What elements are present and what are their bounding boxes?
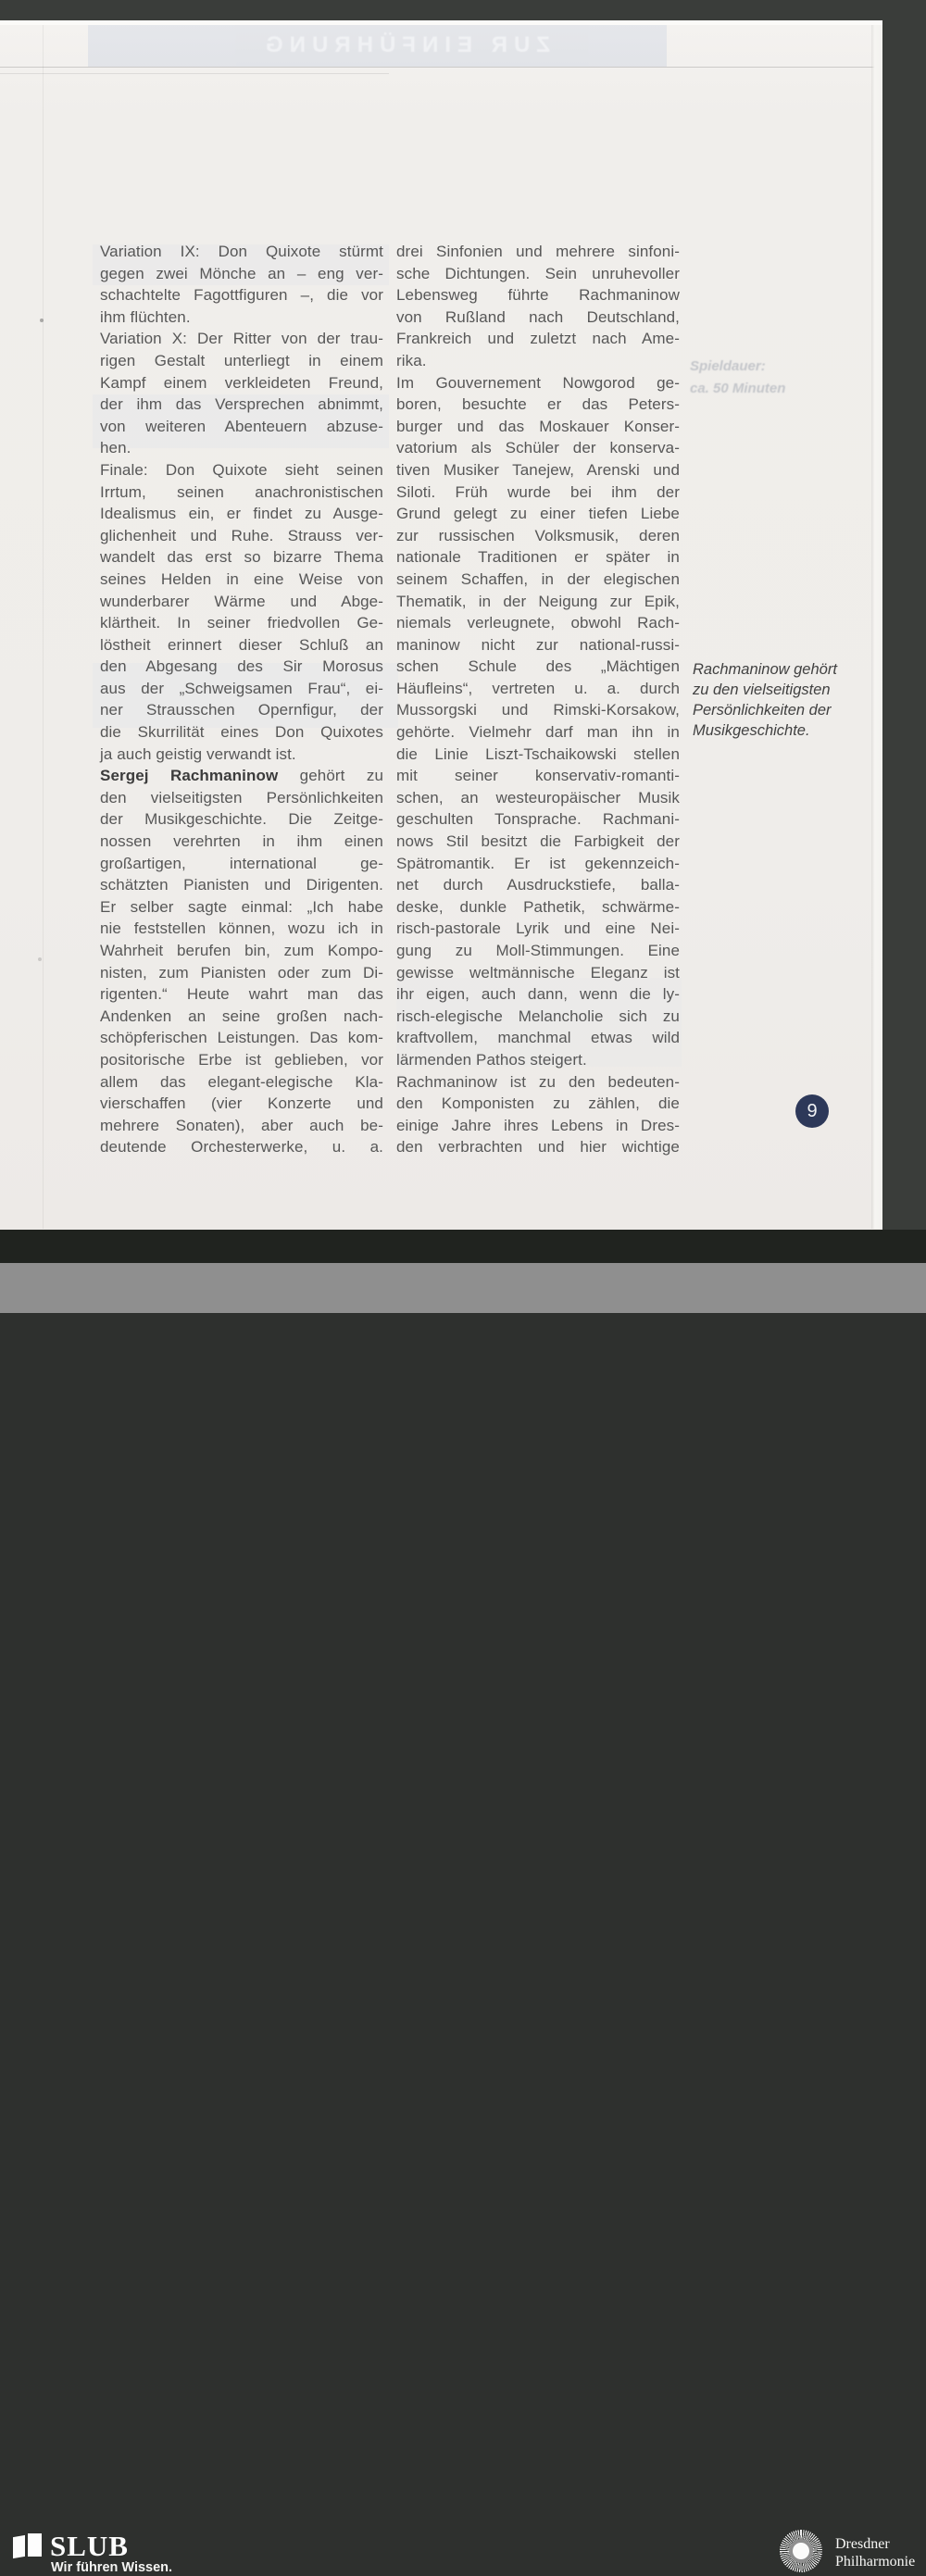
text-line: Grund gelegt zu einer tiefen Liebe	[396, 505, 680, 523]
text-line: nationale Traditionen er später in	[396, 548, 680, 567]
text-line: zur russischen Volksmusik, deren	[396, 526, 680, 544]
text-line: sche Dichtungen. Sein unruhevoller	[396, 264, 680, 282]
text-line: gewisse weltmännische Eleganz ist	[396, 963, 680, 982]
philharmonie-logo[interactable]	[778, 2528, 924, 2574]
text-line: geschulten Tonsprache. Rachmani-	[396, 810, 680, 829]
slub-book-icon	[13, 2533, 43, 2559]
text-line: Spätromantik. Er ist gekennzeich-	[396, 854, 680, 872]
text-line: maninow nicht zur national-russi-	[396, 635, 680, 654]
text-line: schen Schule des „Mächtigen	[396, 657, 680, 676]
text-line: Thematik, in der Neigung zur Epik,	[396, 592, 680, 610]
text-line: wunderbarer Wärme und Abge-	[100, 592, 383, 610]
text-line: Kampf einem verkleideten Freund,	[100, 373, 383, 392]
text-line: ihr eigen, auch dann, wenn die ly-	[396, 985, 680, 1004]
page-number-badge	[795, 1094, 829, 1128]
text-line: seinem Schaffen, in der elegischen	[396, 569, 680, 588]
margin-note-line: Persönlichkeiten der	[693, 702, 832, 719]
ghost-note-spieldauer	[690, 356, 785, 400]
text-line: nows Stil besitzt die Farbigkeit der	[396, 832, 680, 851]
text-line: ner Strausschen Opernfigur, der	[100, 701, 383, 719]
text-line: tiven Musiker Tanejew, Arenski und	[396, 460, 680, 479]
text-line: boren, besuchte er das Peters-	[396, 395, 680, 414]
text-line: Häufleins“, vertreten u. a. durch	[396, 679, 680, 697]
text-line: glichenheit und Ruhe. Strauss ver-	[100, 526, 383, 544]
page-fold-line	[43, 25, 44, 1229]
text-line: Wahrheit berufen bin, zum Kompo-	[100, 942, 383, 959]
article-column-right	[396, 241, 680, 1158]
text-line: lärmenden Pathos steigert.	[396, 1050, 587, 1069]
philharmonie-line2: Philharmonie	[835, 2554, 916, 2570]
text-line: nossen verehrten in ihm einen	[100, 832, 383, 851]
slub-wordmark: SLUB	[50, 2530, 129, 2562]
text-line: deske, dunkle Pathetik, schwärme-	[396, 897, 680, 916]
text-line: rigen Gestalt unterliegt in einem	[100, 351, 383, 369]
text-line: den Abgesang des Sir Morosus	[100, 657, 383, 676]
paper-speck	[38, 957, 42, 961]
text-line: deutende Orchesterwerke, u. a.	[100, 1138, 383, 1157]
text-line: der ihm das Versprechen abnimmt,	[100, 395, 383, 414]
text-line: löstheit erinnert dieser Schluß an	[100, 635, 383, 654]
page-edge-hairline	[0, 67, 880, 68]
text-line: den verbrachten und hier wichtige	[396, 1138, 680, 1157]
text-line: net durch Ausdruckstiefe, balla-	[396, 876, 680, 894]
text-line: gung zu Moll-Stimmungen. Eine	[396, 942, 680, 959]
ghost-note-line: ca. 50 Minuten	[690, 381, 786, 396]
text-line: Er selber sagte einmal: „Ich habe	[100, 897, 383, 916]
text-line: schachtelte Fagottfiguren –, die vor	[100, 286, 383, 305]
text-line: seines Helden in eine Weise von	[100, 569, 383, 588]
text-line: hen.	[100, 439, 131, 457]
paper-speck	[40, 319, 44, 322]
text-line: rika.	[396, 351, 427, 369]
text-line: einige Jahre ihres Lebens in Dres-	[396, 1116, 680, 1134]
margin-note-line: Musikgeschichte.	[693, 722, 810, 739]
text-line: die Skurrilität eines Don Quixotes	[100, 723, 383, 742]
margin-note-line: zu den vielseitigsten	[693, 682, 831, 698]
philharmonie-line1: Dresdner	[835, 2536, 890, 2552]
ghost-note-line: Spieldauer:	[690, 358, 766, 374]
text-line: Variation X: Der Ritter von der trau-	[100, 330, 383, 348]
text-line: klärtheit. In seiner friedvollen Ge-	[100, 614, 383, 632]
text-line: den vielseitigsten Persönlichkeiten	[100, 788, 383, 807]
text-line: großartigen, international ge-	[100, 854, 383, 872]
text-line: mehrere Sonaten), aber auch be-	[100, 1116, 383, 1134]
text-line: schöpferischen Leistungen. Das kom-	[100, 1029, 383, 1047]
text-line: rigenten.“ Heute wahrt man das	[100, 985, 383, 1004]
text-line: ihm flüchten.	[100, 307, 191, 326]
text-line: schätzten Pianisten und Dirigenten.	[100, 876, 383, 894]
text-line: der Musikgeschichte. Die Zeitge-	[100, 810, 383, 829]
text-line: gehörte. Vielmehr darf man ihn in	[396, 723, 680, 742]
text-line: Finale: Don Quixote sieht seinen	[100, 460, 383, 479]
text-line: mit seiner konservativ-romanti-	[396, 767, 680, 785]
text-line: Rachmaninow ist zu den bedeuten-	[396, 1072, 680, 1091]
text-line: gegen zwei Mönche an – eng ver-	[100, 264, 383, 282]
article-column-left	[100, 241, 383, 1158]
margin-note	[693, 659, 859, 741]
text-line: nie feststellen können, wozu ich in	[100, 919, 383, 938]
text-line: aus der „Schweigsamen Frau“, ei-	[100, 679, 383, 697]
text-line: von weiteren Abenteuern abzuse-	[100, 417, 383, 435]
slub-tagline: Wir führen Wissen.	[51, 2560, 173, 2575]
philharmonie-wordmark	[835, 2535, 915, 2570]
text-line: kraftvollem, manchmal etwas wild	[396, 1029, 680, 1047]
text-line: ja auch geistig verwandt ist.	[100, 744, 296, 763]
text-line: burger und das Moskauer Konser-	[396, 417, 680, 435]
text-line: Irrtum, seinen anachronistischen	[100, 482, 383, 501]
text-line: Mussorgski und Rimski-Korsakow,	[396, 701, 680, 719]
text-line: schen, an westeuropäischer Musik	[396, 788, 680, 807]
ghost-header-band	[88, 25, 667, 67]
text-line: risch-elegische Melancholie sich zu	[396, 1007, 680, 1025]
text-line: Im Gouvernement Nowgorod ge-	[396, 373, 680, 392]
text-line: wandelt das erst so bizarre Thema	[100, 548, 383, 567]
text-line: die Linie Liszt-Tschaikowski stellen	[396, 744, 680, 763]
scanner-bottom-band	[0, 1230, 926, 1263]
text-line: risch-pastorale Lyrik und eine Nei-	[396, 919, 680, 938]
text-line: niemals verleugnete, obwohl Rach-	[396, 614, 680, 632]
text-line: allem das elegant-elegische Kla-	[100, 1072, 383, 1091]
text-line: Siloti. Früh wurde bei ihm der	[396, 482, 680, 501]
text-line: Idealismus ein, er findet zu Ausge-	[100, 505, 383, 523]
text-line: Sergej Rachmaninow gehört zu	[100, 767, 384, 785]
text-line: positorische Erbe ist geblieben, vor	[100, 1050, 383, 1069]
starburst-icon	[780, 2530, 822, 2572]
text-line: Andenken an seine großen nach-	[100, 1007, 383, 1025]
margin-note-line: Rachmaninow gehört	[693, 661, 837, 678]
text-line: vatorium als Schüler der konserva-	[396, 439, 680, 457]
viewer-footer	[0, 1263, 926, 2575]
text-line: Frankreich und zuletzt nach Ame-	[396, 330, 680, 348]
page-edge-right	[871, 25, 882, 1229]
page-number: 9	[807, 1100, 818, 1121]
text-line: nisten, zum Pianisten oder zum Di-	[100, 963, 383, 982]
text-line: drei Sinfonien und mehrere sinfoni-	[396, 243, 680, 260]
page-edge-hairline-2	[0, 73, 389, 74]
text-line: Lebensweg führte Rachmaninow	[396, 286, 680, 305]
text-line: von Rußland nach Deutschland,	[396, 307, 680, 326]
ghost-header-text: ZUR EINFÜHRUNG	[259, 32, 550, 57]
text-line: Variation IX: Don Quixote stürmt	[100, 243, 383, 260]
slub-logo[interactable]	[11, 2530, 252, 2576]
text-line: den Komponisten zu zählen, die	[396, 1094, 680, 1113]
text-line: vierschaffen (vier Konzerte und	[100, 1094, 383, 1113]
